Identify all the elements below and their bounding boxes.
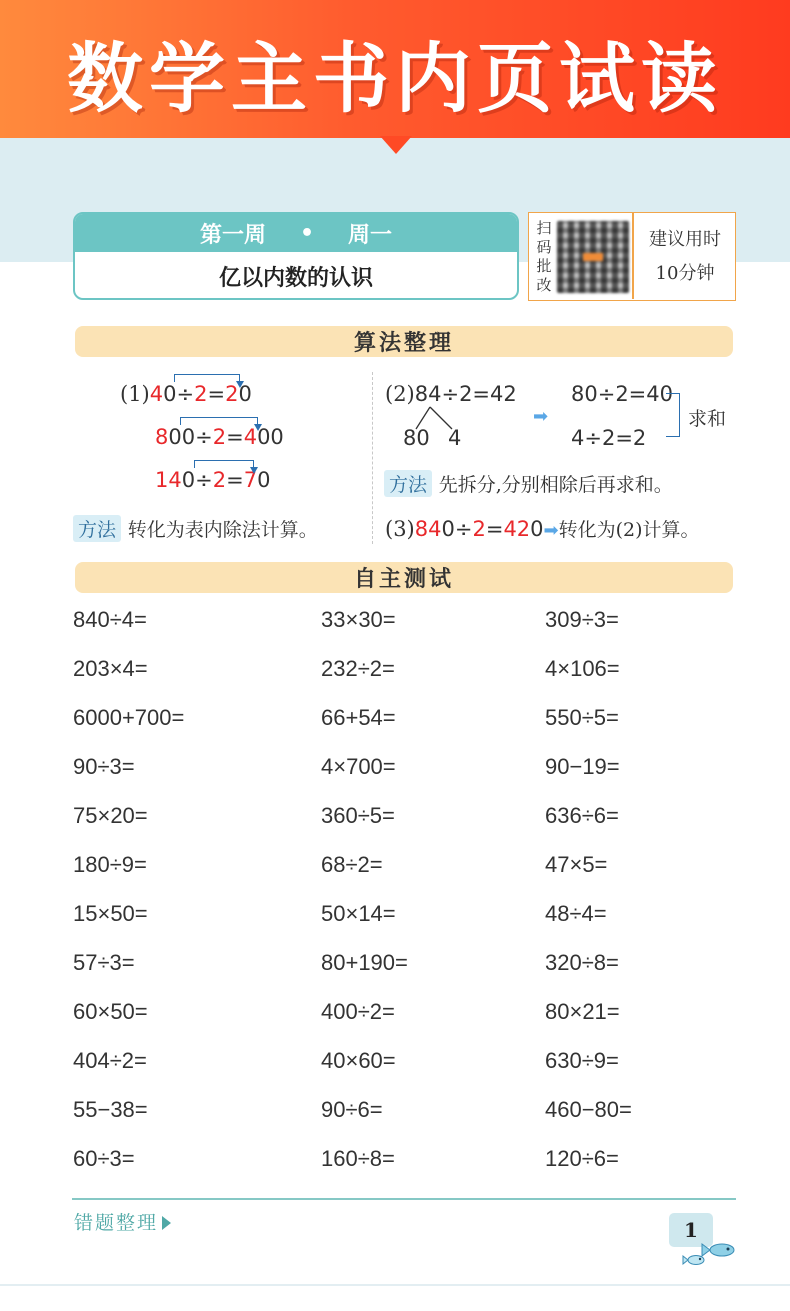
- example-3-expression: [415, 517, 544, 541]
- exercise-item: 180÷9=: [73, 852, 147, 877]
- qr-label-char: 扫: [536, 219, 552, 237]
- exercise-item: 4×700=: [321, 754, 396, 779]
- suggested-time-label: 建议用时: [649, 229, 721, 250]
- expression-text: 0÷: [181, 468, 213, 492]
- lesson-title: 亿以内数的认识: [218, 265, 373, 291]
- exercise-item: 320÷8=: [545, 950, 619, 975]
- banner-title: 数学主书内页试读: [67, 34, 723, 123]
- highlight-digit: 4: [149, 382, 164, 406]
- exercise-item: 50×14=: [321, 901, 396, 926]
- arrow-head-icon: [250, 467, 258, 474]
- method-text: 转化为表内除法计算。: [127, 519, 318, 541]
- highlight-digit: 42: [503, 517, 531, 541]
- example-1-method: [73, 515, 318, 542]
- exercise-item: 90÷6=: [321, 1097, 383, 1122]
- example-1-row-2: [155, 425, 284, 449]
- arrow-head-icon: [236, 381, 244, 388]
- qr-panel: [528, 212, 736, 301]
- qr-label-char: 码: [536, 238, 552, 256]
- arrow-head-icon: [254, 424, 262, 431]
- expression-text: =: [207, 382, 226, 406]
- sum-bracket: [666, 393, 680, 437]
- exercise-item: 460−80=: [545, 1097, 632, 1122]
- example-2-expression: 84÷2=42: [414, 382, 517, 406]
- expression-text: =: [226, 425, 244, 449]
- exercise-item: 160÷8=: [321, 1146, 395, 1171]
- example-1-row-1: [120, 382, 252, 406]
- exercise-item: 57÷3=: [73, 950, 135, 975]
- exercise-item: 6000+700=: [73, 705, 185, 730]
- highlight-digit: 7: [243, 468, 258, 492]
- exercise-item: 60×50=: [73, 999, 148, 1024]
- exercise-item: 90÷3=: [73, 754, 135, 779]
- right-arrow-icon: ➡: [543, 520, 559, 541]
- highlight-digit: 2: [225, 382, 239, 406]
- qr-divider: [632, 213, 634, 299]
- exercise-item: 47×5=: [545, 852, 608, 877]
- exercise-item: 840÷4=: [73, 607, 147, 632]
- exercise-item: 48÷4=: [545, 901, 607, 926]
- exercise-item: 80+190=: [321, 950, 408, 975]
- example-1-expression: [155, 425, 284, 449]
- suggested-time: [635, 223, 735, 291]
- example-3-text: 转化为(2)计算。: [558, 519, 700, 541]
- exercise-item: 33×30=: [321, 607, 396, 632]
- method-tag: 方法: [384, 470, 432, 497]
- carry-arrow: [180, 417, 258, 425]
- highlight-digit: 14: [155, 468, 182, 492]
- page-number: 1: [669, 1213, 713, 1247]
- split-part-1: 80: [403, 426, 430, 450]
- lesson-day: 周一: [348, 222, 393, 248]
- exercise-item: 404÷2=: [73, 1048, 147, 1073]
- highlight-digit: 2: [472, 517, 486, 541]
- sum-label: 求和: [688, 408, 727, 430]
- expression-text: =: [226, 468, 244, 492]
- exercise-item: 550÷5=: [545, 705, 619, 730]
- carry-arrow: [194, 460, 254, 468]
- highlight-digit: 2: [194, 382, 208, 406]
- top-banner: [0, 0, 790, 138]
- example-1-label: (1): [120, 382, 150, 406]
- exercise-item: 636÷6=: [545, 803, 619, 828]
- expression-text: 0÷: [441, 517, 473, 541]
- lesson-dot: •: [299, 220, 315, 246]
- error-review-label: [74, 1208, 171, 1235]
- exercise-item: 90−19=: [545, 754, 620, 779]
- expression-text: 00÷: [168, 425, 213, 449]
- exercise-item: 400÷2=: [321, 999, 395, 1024]
- lesson-week: 第一周: [199, 222, 266, 248]
- carry-arrow: [174, 374, 240, 382]
- example-2-label: (2): [385, 382, 415, 406]
- exercise-item: 630÷9=: [545, 1048, 619, 1073]
- exercise-item: 203×4=: [73, 656, 148, 681]
- section-selftest: 自主测试: [75, 562, 733, 593]
- example-2-method: [384, 470, 673, 497]
- lesson-header: [73, 212, 519, 300]
- right-arrow-icon: ➡: [533, 406, 549, 427]
- exercise-item: 68÷2=: [321, 852, 383, 877]
- expression-text: 0: [530, 517, 544, 541]
- column-divider: [372, 372, 373, 544]
- exercise-item: 360÷5=: [321, 803, 395, 828]
- exercise-item: 309÷3=: [545, 607, 619, 632]
- exercise-item: 55−38=: [73, 1097, 148, 1122]
- example-2-step-1: 80÷2=40: [571, 382, 673, 406]
- banner-pointer: [380, 136, 412, 154]
- bottom-divider: [0, 1284, 790, 1286]
- suggested-time-value: 10分钟: [655, 263, 715, 284]
- method-text: 先拆分,分别相除后再求和。: [438, 474, 673, 496]
- example-2-step-2: 4÷2=2: [571, 426, 647, 450]
- highlight-digit: 2: [212, 425, 227, 449]
- exercise-item: 60÷3=: [73, 1146, 135, 1171]
- exercise-item: 4×106=: [545, 656, 620, 681]
- triangle-right-icon: [162, 1216, 171, 1230]
- qr-label-char: 改: [536, 276, 552, 294]
- expression-text: 0: [257, 468, 271, 492]
- error-review-text: 错题整理: [74, 1212, 159, 1234]
- highlight-digit: 8: [155, 425, 169, 449]
- split-part-2: 4: [448, 426, 462, 450]
- exercise-item: 66+54=: [321, 705, 396, 730]
- qr-code-icon[interactable]: [557, 221, 629, 293]
- section-algorithm: 算法整理: [75, 326, 733, 357]
- exercise-item: 40×60=: [321, 1048, 396, 1073]
- lesson-week-bar: [75, 214, 517, 252]
- highlight-digit: 4: [243, 425, 258, 449]
- expression-text: =: [485, 517, 504, 541]
- error-section-line: [72, 1198, 736, 1200]
- highlight-digit: 2: [212, 468, 227, 492]
- exercise-item: 120÷6=: [545, 1146, 619, 1171]
- exercise-item: 232÷2=: [321, 656, 395, 681]
- method-tag: 方法: [73, 515, 121, 542]
- exercise-item: 80×21=: [545, 999, 620, 1024]
- example-2-equation: [385, 382, 517, 406]
- exercise-item: 15×50=: [73, 901, 148, 926]
- expression-text: 0: [238, 382, 252, 406]
- exercise-item: 75×20=: [73, 803, 148, 828]
- expression-text: 0÷: [163, 382, 195, 406]
- expression-text: 00: [257, 425, 284, 449]
- qr-label: [533, 219, 555, 295]
- example-3-label: (3): [385, 517, 415, 541]
- highlight-digit: 84: [414, 517, 442, 541]
- fish-icon: [682, 1240, 742, 1270]
- example-3: [385, 515, 700, 542]
- qr-label-char: 批: [536, 257, 552, 275]
